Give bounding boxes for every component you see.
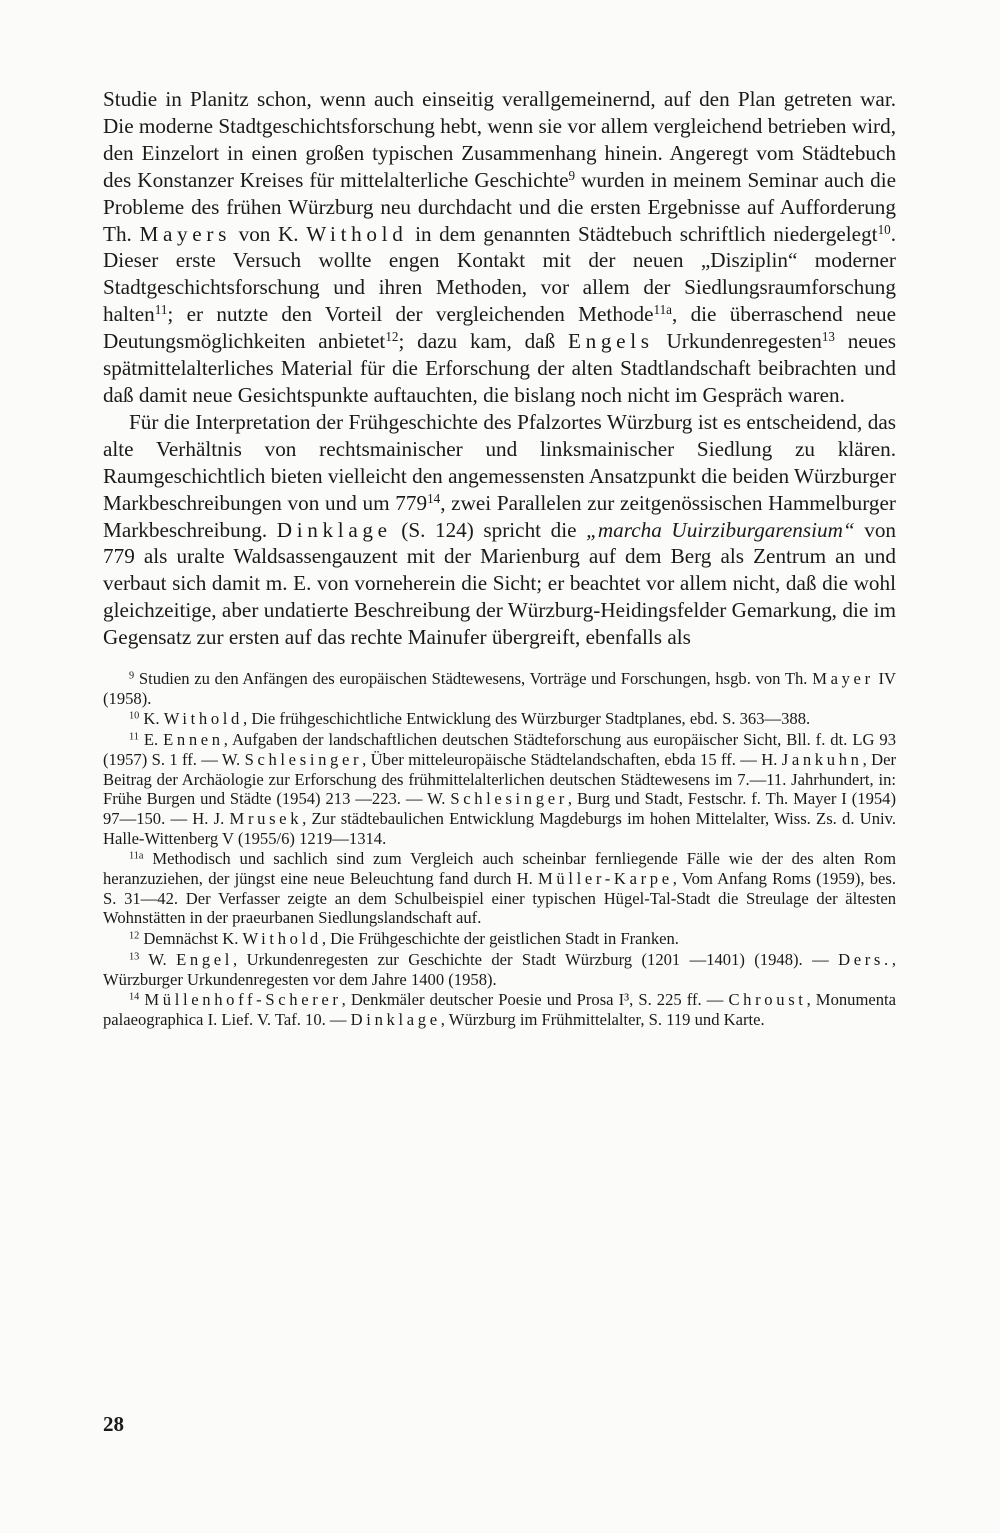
- text-run: , Monumenta palaeographica I. Lief. V. Taf. 10. —: [103, 990, 896, 1029]
- text-run: , Burg und Stadt, Festschr. f. Th. Mayer I (1954) 97—150. — H. J.: [103, 789, 896, 828]
- text-run: , Würzburger Urkundenregesten vor dem Jahre 1400 (1958).: [103, 949, 896, 989]
- footnote: [103, 950, 896, 989]
- footnote-ref: 13: [129, 951, 140, 963]
- spaced-name: Chroust: [728, 990, 807, 1010]
- text-run: K.: [139, 709, 164, 729]
- spaced-name: Mayers: [139, 221, 231, 246]
- text-run: , Würzburg im Frühmittelalter, S. 119 und Karte.: [440, 1009, 765, 1029]
- spaced-name: Engels: [568, 329, 654, 354]
- spaced-name: Schlesinger: [244, 749, 363, 769]
- spaced-name: Dinklage: [350, 1009, 441, 1029]
- text-run: in dem genannten Städtebuch schriftlich niedergelegt: [407, 221, 878, 246]
- text-run: Für die Interpretation der Frühgeschichte des Pfalzortes Würzburg ist es entscheidend, das alte Verhältnis von rechtsmainischer und linksmainischer Siedlung zu klären. Raumgeschichtlich bieten vielleicht den angemessensten Ansatzpunkt die beiden Würzburger Markbeschreibungen von und um 779: [103, 409, 896, 515]
- body-text: [103, 86, 896, 651]
- spaced-name: Mayer: [812, 669, 874, 689]
- text-run: Studien zu den Anfängen des europäischen Städtewesens, Vorträge und Forschungen, hsgb. von Th.: [134, 669, 813, 689]
- text-run: , Vom Anfang Roms (1959), bes. S. 31—42. Der Verfasser zeigte an dem Schulbeispiel einer typischen Hügel-Tal-Stadt die Streulage der ältesten Wohnstätten in der praeurbanen Siedlungslandschaft auf.: [103, 869, 897, 928]
- footnote: [103, 709, 896, 729]
- text-run: , Die frühgeschichtliche Entwicklung des Würzburger Stadtplanes, ebd. S. 363—388.: [243, 709, 811, 729]
- spaced-name: Mrusek: [229, 808, 303, 828]
- spaced-name: Engel: [176, 949, 234, 969]
- spaced-name: Schlesinger: [450, 789, 568, 809]
- footnote: [103, 669, 896, 708]
- footnote-ref: 14: [427, 490, 441, 506]
- paragraph-2: [103, 409, 896, 651]
- text-run: , Der Beitrag der Archäologie zur Erforschung des frühmittelalterlichen deutschen Städtewesens im 7.—11. Jahrhundert, in: Frühe Burgen und Städte (1954) 213 —223. — W.: [103, 749, 896, 809]
- text-run: E.: [138, 730, 164, 750]
- footnote-ref: 11: [129, 731, 139, 743]
- footnote-ref: 11a: [653, 302, 672, 318]
- text-run: Methodisch und sachlich sind zum Vergleich auch scheinbar fernliegende Fälle wie der des alten Rom heranzuziehen, der jüngst eine neue Beleuchtung fand durch H.: [103, 849, 896, 889]
- text-run: Studie in Planitz schon, wenn auch einseitig verallgemeinernd, auf den Plan getreten war. Die moderne Stadtgeschichtsforschung hebt, wenn sie vor allem vergleichend betrieben wird, den Einzelort in einen großen typischen Zusammenhang hinein. Angeregt vom Städtebuch des Konstanzer Kreises für mittelalterliche Geschichte: [103, 87, 896, 192]
- page-content: [103, 86, 896, 1031]
- spaced-name: Withold: [306, 221, 408, 246]
- text-run: von 779 als uralte Waldsassengauzent mit der Marienburg auf dem Berg als Zentrum an und verbaut sich damit m. E. von vorneherein die Sicht; er beachtet vor allem nicht, daß die wohl gleichzeitige, aber undatierte Beschreibung der Würzburg-Heidingsfelder Gemarkung, die im Gegensatz zur ersten auf das rechte Mainufer übergreift, ebenfalls als: [103, 517, 897, 650]
- text-run: , Über mitteleuropäische Städtelandschaften, ebda 15 ff. — H.: [362, 749, 782, 769]
- text-run: W.: [139, 949, 177, 969]
- italic-quote: „marcha Uuirziburgarensium“: [586, 517, 855, 542]
- text-run: (S. 124) spricht die: [391, 517, 587, 542]
- footnote: [103, 849, 896, 928]
- text-run: ; dazu kam, daß: [398, 329, 568, 354]
- footnote-ref: 9: [568, 167, 576, 183]
- spaced-name: Withold: [163, 709, 244, 729]
- footnote-ref: 12: [385, 328, 399, 344]
- spaced-name: Müller-Karpe: [538, 869, 673, 889]
- footnote: [103, 929, 896, 949]
- footnote-ref: 9: [129, 670, 135, 682]
- text-run: . Dieser erste Versuch wollte engen Kontakt mit der neuen „Disziplin“ moderner Stadtgeschichtsforschung und ihren Methoden, vor allem der Siedlungsraumforschung halten: [103, 221, 896, 327]
- footnotes: [103, 669, 896, 1030]
- footnote-ref: 14: [129, 991, 140, 1003]
- page-number: 28: [103, 1412, 124, 1436]
- footnote-ref: 10: [877, 221, 891, 237]
- text-run: ; er nutzte den Vorteil der vergleichenden Methode: [167, 302, 654, 327]
- spaced-name: Müllenhoff-Scherer: [144, 990, 342, 1010]
- spaced-name: Dinklage: [276, 517, 392, 542]
- footnote-ref: 12: [129, 930, 140, 942]
- spaced-name: Withold: [242, 929, 322, 949]
- text-run: von K.: [230, 221, 307, 246]
- footnote-ref: 13: [821, 328, 835, 344]
- footnote-ref: 10: [129, 710, 140, 722]
- text-run: neues spätmittelalterliches Material für die Erforschung der alten Stadtlandschaft beibrachten und daß damit neue Gesichtspunkte auftauchten, die bislang noch nicht im Gespräch waren.: [103, 329, 897, 407]
- text-run: , Aufgaben der landschaftlichen deutschen Städteforschung aus europäischer Sicht, Bll. f. dt. LG 93 (1957) S. 1 ff. — W.: [103, 730, 896, 769]
- text-run: , Denkmäler deutscher Poesie und Prosa I³, S. 225 ff. —: [341, 990, 729, 1010]
- text-run: , Die Frühgeschichte der geistlichen Stadt in Franken.: [321, 929, 679, 949]
- text-run: , Urkundenregesten zur Geschichte der Stadt Würzburg (1201 —1401) (1948). —: [233, 949, 839, 969]
- footnote-ref: 11: [154, 302, 168, 318]
- text-run: Demnächst K.: [139, 929, 243, 949]
- text-run: wurden in meinem Seminar auch die Probleme des frühen Würzburg neu durchdacht und die ersten Ergebnisse auf Aufforderung Th.: [103, 167, 897, 246]
- text-run: , die überraschend neue Deutungsmöglichkeiten anbietet: [103, 302, 896, 354]
- text-run: Urkundenregesten: [653, 329, 822, 354]
- text-run: IV (1958).: [103, 669, 896, 708]
- footnote-ref: 11a: [129, 850, 144, 862]
- text-run: , Zur städtebaulichen Entwicklung Magdeburgs im hohen Mittelalter, Wiss. Zs. d. Univ. Halle-Wittenberg V (1955/6) 1219—1314.: [103, 808, 896, 848]
- spaced-name: Ennen: [163, 730, 224, 750]
- spaced-name: Jankuhn: [781, 749, 863, 769]
- footnote: [103, 990, 896, 1029]
- spaced-name: Ders.: [838, 949, 892, 969]
- footnote: [103, 730, 896, 848]
- paragraph-1: [103, 86, 896, 409]
- text-run: , zwei Parallelen zur zeitgenössischen Hammelburger Markbeschreibung.: [103, 490, 896, 542]
